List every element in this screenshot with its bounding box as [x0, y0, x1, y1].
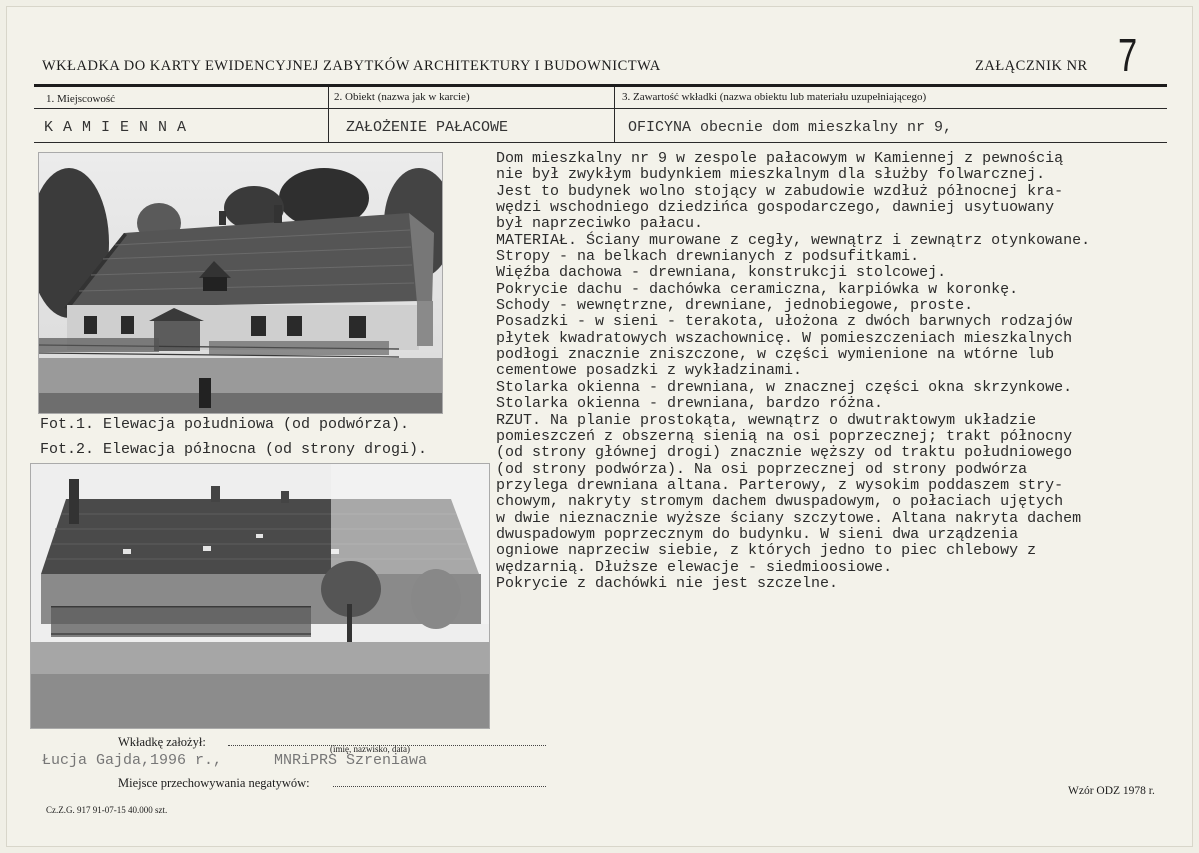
description-line: (od strony głównej drogi) znacznie węższy od traktu południowego: [496, 444, 1073, 462]
institution-value: MNRiPRS Szreniawa: [274, 752, 428, 769]
locality-value: KAMIENNA: [44, 119, 197, 136]
description-line: Jest to budynek wolno stojący w zabudowie wzdłuż północnej kra-: [496, 182, 1064, 200]
header-rule: [34, 84, 1167, 87]
storage-dotline: [333, 786, 546, 787]
field-divider: [328, 87, 329, 143]
attachment-number: 7: [1118, 29, 1138, 81]
description-line: wędzarnią. Dłuższe elewacje - siedmioosiowe.: [496, 558, 893, 576]
photo-south-elevation: [38, 152, 443, 414]
form-model: Wzór ODZ 1978 r.: [1068, 785, 1155, 797]
content-value: OFICYNA obecnie dom mieszkalny nr 9,: [628, 119, 953, 136]
photo-north-elevation: [30, 463, 490, 729]
photo2-caption: Fot.2. Elewacja północna (od strony drogi).: [40, 441, 428, 458]
photo1-caption: Fot.1. Elewacja południowa (od podwórza).: [40, 416, 410, 433]
description-line: podłogi znacznie zniszczone, w części wymienione na wtórne lub: [496, 346, 1055, 364]
description-line: wędzi wschodniego dziedzińca gospodarczego, dawniej usytuowany: [496, 199, 1055, 217]
author-value: Łucja Gajda,1996 r.,: [42, 752, 223, 769]
description-line: Dom mieszkalny nr 9 w zespole pałacowym w Kamiennej z pewnością: [496, 150, 1064, 167]
author-label: Wkładkę założył:: [118, 735, 206, 749]
description-line: Stropy - na belkach drewnianych z podsufitkami.: [496, 248, 920, 266]
description-line: płytek kwadratowych wszachownicę. W pomieszczeniach mieszkalnych: [496, 329, 1073, 347]
author-sublabel: (imię, nazwisko, data): [330, 744, 410, 754]
description-line: Schody - wewnętrzne, drewniane, jednobiegowe, proste.: [496, 297, 974, 315]
object-description: [496, 151, 1176, 592]
description-line: Pokrycie dachu - dachówka ceramiczna, karpiówka w koronkę.: [496, 280, 1019, 298]
locality-label: 1. Miejscowość: [46, 93, 116, 105]
storage-label: Miejsce przechowywania negatywów:: [118, 776, 310, 790]
object-value: ZAŁOŻENIE PAŁACOWE: [346, 119, 509, 136]
field-divider: [614, 87, 615, 143]
house-photo-2: [31, 464, 489, 728]
description-line: Posadzki - w sieni - terakota, ułożona z dwóch barwnych rodzajów: [496, 313, 1073, 331]
object-label: 2. Obiekt (nazwa jak w karcie): [334, 91, 470, 103]
description-line: chowym, nakryty stromym dachem dwuspadowym, o połaciach ujętych: [496, 493, 1064, 511]
description-line: przylega drewniana altana. Parterowy, z wysokim poddaszem stry-: [496, 476, 1064, 494]
description-line: Stolarka okienna - drewniana, bardzo różna.: [496, 395, 884, 413]
description-line: Stolarka okienna - drewniana, w znacznej części okna skrzynkowe.: [496, 378, 1073, 396]
description-line: cementowe posadzki z wykładzinami.: [496, 362, 803, 380]
content-label: 3. Zawartość wkładki (nazwa obiektu lub materiału uzupełniającego): [622, 91, 927, 103]
field-bottom-rule: [34, 142, 1167, 143]
label-rule: [34, 108, 1167, 109]
description-line: nie był zwykłym budynkiem mieszkalnym dla służby folwarcznej.: [496, 166, 1046, 184]
form-title: WKŁADKA DO KARTY EWIDENCYJNEJ ZABYTKÓW ARCHITEKTURY I BUDOWNICTWA: [42, 58, 661, 74]
description-line: Pokrycie z dachówki nie jest szczelne.: [496, 574, 839, 592]
description-line: MATERIAŁ. Ściany murowane z cegły, wewnątrz i zewnątrz otynkowane.: [496, 231, 1091, 249]
description-line: Więźba dachowa - drewniana, konstrukcji stolcowej.: [496, 264, 947, 282]
description-line: pomieszczeń z obszerną sienią na osi poprzecznej; trakt północny: [496, 427, 1073, 445]
house-photo-1: [39, 153, 442, 413]
description-line: RZUT. Na planie prostokąta, wewnątrz o dwutraktowym układzie: [496, 411, 1037, 429]
description-line: ogniowe naprzeciw siebie, z których jedno to piec chlebowy z: [496, 542, 1037, 560]
description-line: (od strony podwórza). Na osi poprzecznej od strony podwórza: [496, 460, 1028, 478]
description-line: w dwie nieznacznie wyższe ściany szczytowe. Altana nakryta dachem: [496, 509, 1082, 527]
description-line: był naprzeciwko pałacu.: [496, 215, 704, 233]
attachment-label: ZAŁĄCZNIK NR: [975, 58, 1088, 74]
description-line: dwuspadowym poprzecznym do budynku. W sieni dwa urządzenia: [496, 525, 1019, 543]
print-code: Cz.Z.G. 917 91-07-15 40.000 szt.: [46, 805, 168, 815]
